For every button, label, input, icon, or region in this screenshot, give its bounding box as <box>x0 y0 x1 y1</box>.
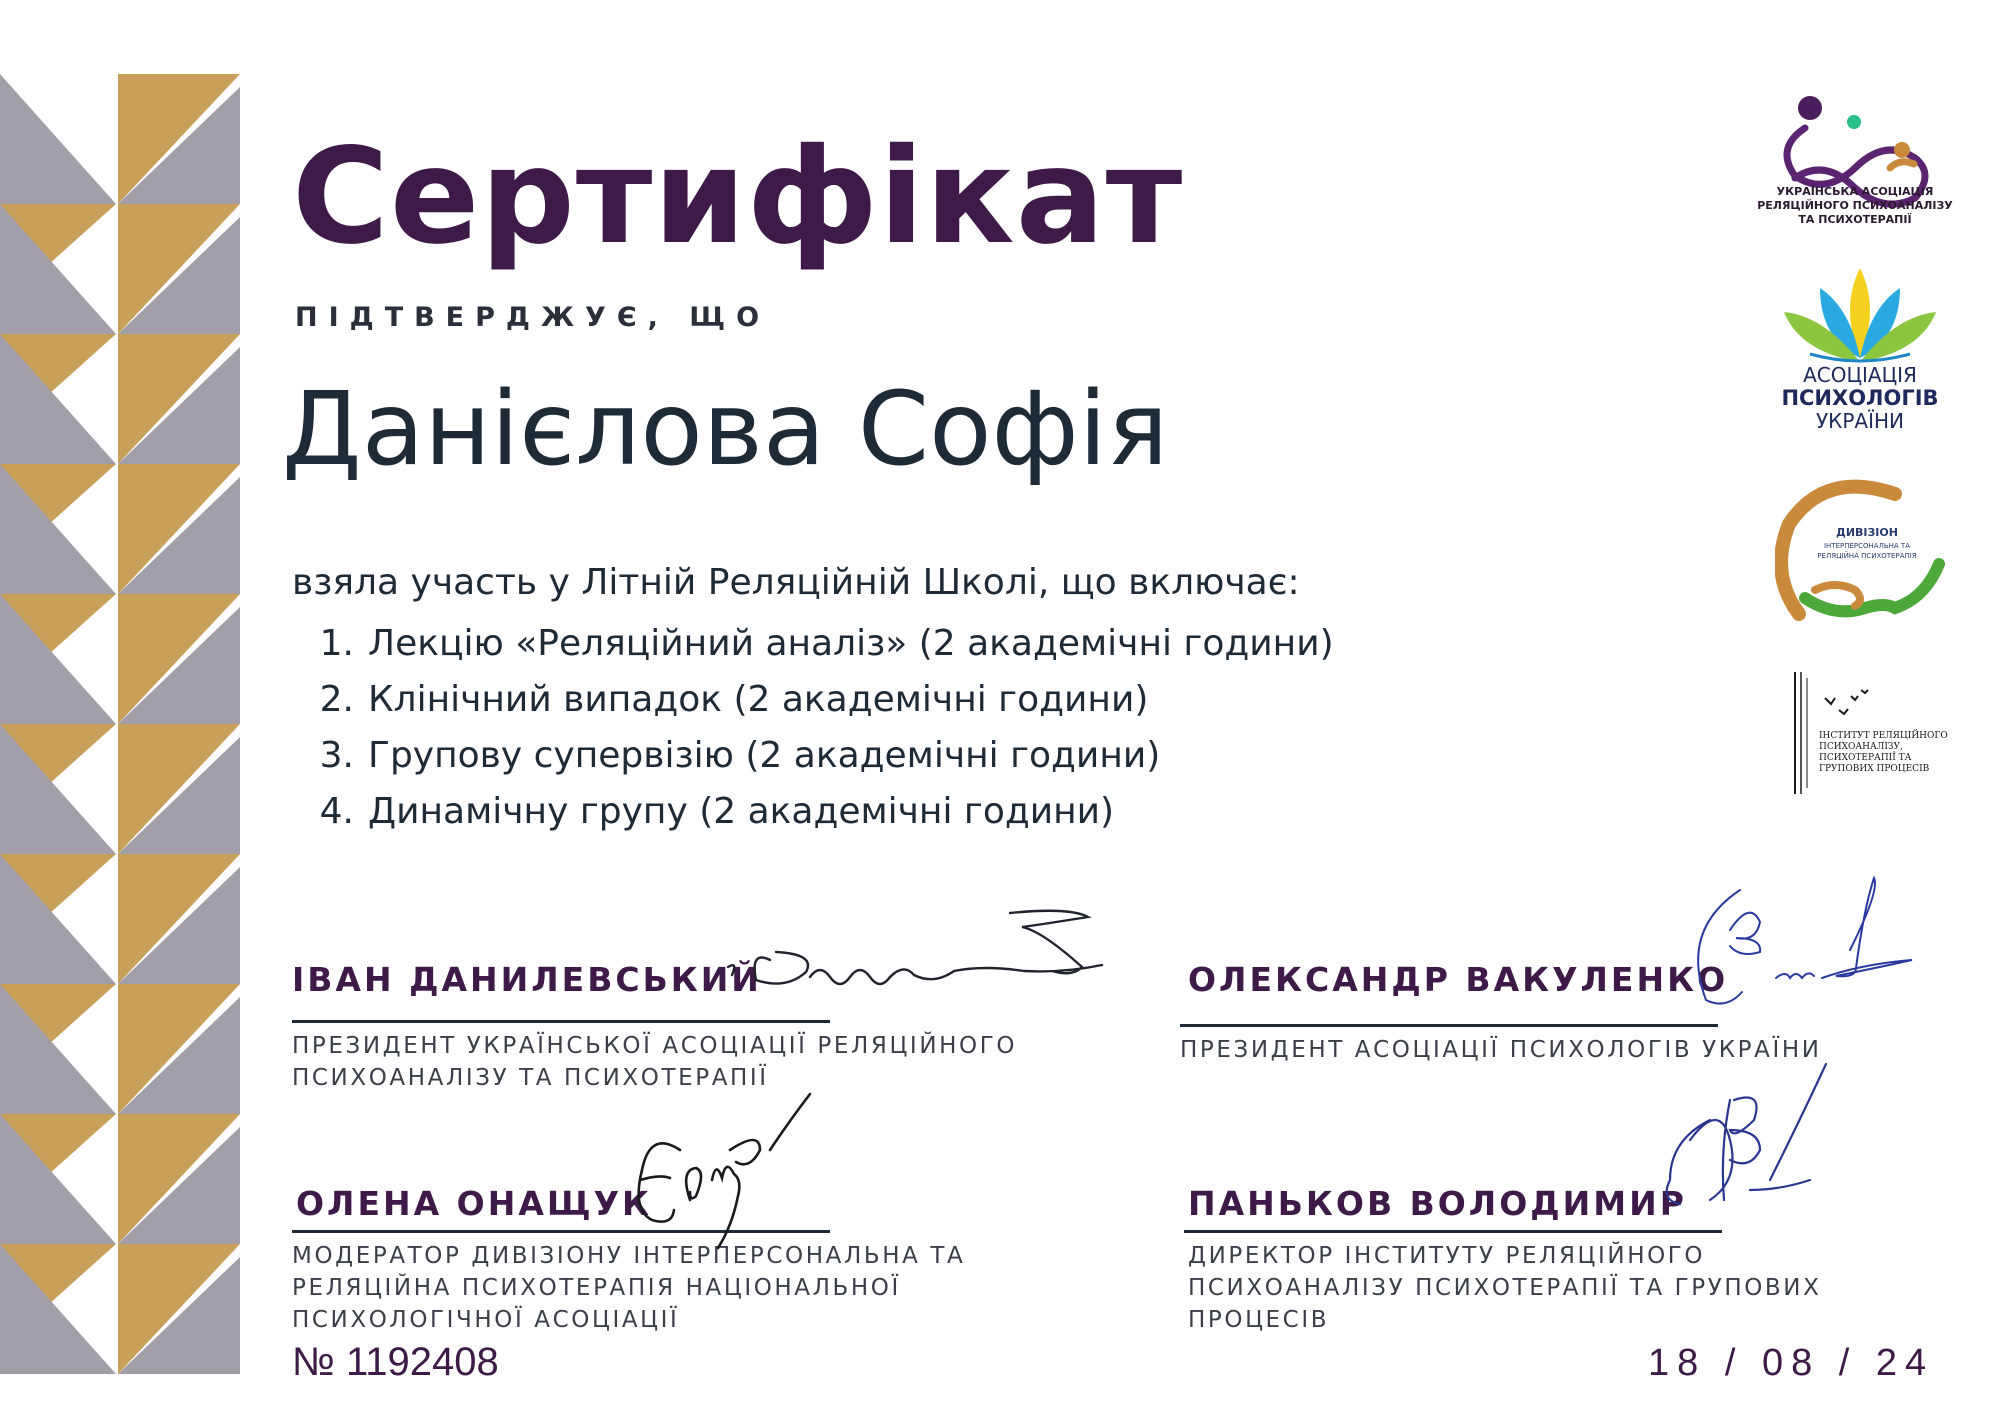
role-line: ПСИХОЛОГІЧНОЇ АСОЦІАЦІЇ <box>292 1307 680 1333</box>
certificate-date: 18 / 08 / 24 <box>1648 1342 1935 1384</box>
item-number: 3. <box>319 735 354 776</box>
logo-text-line: ГРУПОВИХ ПРОЦЕСІВ <box>1819 764 1930 774</box>
item-number: 2. <box>319 679 354 720</box>
participation-intro: взяла участь у Літній Реляційній Школі, що включає: <box>292 562 1300 603</box>
signer-block <box>1188 960 1728 999</box>
logo-text-line: РЕЛЯЦІЙНОГО ПСИХОАНАЛІЗУ <box>1757 199 1953 212</box>
logo-text-line: УКРАЇНИ <box>1815 409 1905 433</box>
list-item <box>292 728 1334 784</box>
lotus-icon <box>1784 268 1936 362</box>
program-list <box>292 616 1334 840</box>
signature-line <box>292 1020 830 1023</box>
logo-text-line: РЕЛЯЦІЙНА ПСИХОТЕРАПІЯ <box>1817 552 1917 560</box>
logo-text-line: ПСИХОТЕРАПІЇ ТА <box>1819 753 1912 763</box>
item-text: Групову супервізію (2 академічні години) <box>368 735 1161 776</box>
role-line: ДИРЕКТОР ІНСТИТУТУ РЕЛЯЦІЙНОГО <box>1188 1243 1706 1269</box>
logo-text-line: ІНТЕРПЕРСОНАЛЬНА ТА <box>1823 542 1911 550</box>
signature-olena <box>620 1090 840 1260</box>
item-number: 4. <box>319 791 354 832</box>
signature-oleksandr <box>1680 870 1950 1030</box>
role-line: РЕЛЯЦІЙНА ПСИХОТЕРАПІЯ НАЦІОНАЛЬНОЇ <box>292 1275 901 1301</box>
logo-text-line: ДИВІЗІОН <box>1836 526 1898 539</box>
list-item <box>292 784 1334 840</box>
signer-name: ОЛЕКСАНДР ВАКУЛЕНКО <box>1188 960 1729 999</box>
role-line: ПСИХОАНАЛІЗУ ПСИХОТЕРАПІЇ ТА ГРУПОВИХ <box>1188 1275 1822 1301</box>
logo-text-line: ПСИХОАНАЛІЗУ, <box>1819 742 1903 752</box>
list-item <box>292 616 1334 672</box>
item-text: Лекцію «Реляційний аналіз» (2 академічні години) <box>368 623 1334 664</box>
logo-institute <box>1785 668 1965 798</box>
item-text: Динамічну групу (2 академічні години) <box>368 791 1115 832</box>
certificate-title: Сертифікат <box>292 120 1184 274</box>
role-line: ПРОЦЕСІВ <box>1188 1307 1330 1333</box>
role-line: МОДЕРАТОР ДИВІЗІОНУ ІНТЕРПЕРСОНАЛЬНА ТА <box>292 1243 966 1269</box>
signer-block <box>292 960 762 999</box>
signer-name: ПАНЬКОВ ВОЛОДИМИР <box>1188 1184 1687 1223</box>
confirms-label: ПІДТВЕРДЖУЄ, ЩО <box>295 302 771 333</box>
signer-role <box>292 1030 1017 1094</box>
signer-name: ОЛЕНА ОНАЩУК <box>296 1184 653 1223</box>
recipient-name: Данієлова Софія <box>282 370 1169 489</box>
logo-text-line: ІНСТИТУТ РЕЛЯЦІЙНОГО <box>1819 731 1948 741</box>
role-line: ПРЕЗИДЕНТ АСОЦІАЦІЇ ПСИХОЛОГІВ УКРАЇНИ <box>1180 1037 1822 1063</box>
signer-name: ІВАН ДАНИЛЕВСЬКИЙ <box>292 960 762 999</box>
birds-icon <box>1825 690 1868 714</box>
logo-psychologists-association <box>1780 258 1940 438</box>
decorative-chevron-strip <box>0 74 240 1374</box>
chevron-triangle <box>0 74 116 204</box>
logo-text-line: ТА ПСИХОТЕРАПІЇ <box>1798 213 1912 226</box>
logo-division <box>1775 478 1945 638</box>
handshake-icon <box>1781 487 1939 614</box>
logo-relational-psychoanalysis <box>1750 88 1960 238</box>
logo-text-line: ПСИХОЛОГІВ <box>1781 386 1939 410</box>
item-number: 1. <box>319 623 354 664</box>
certificate-number: № 1192408 <box>292 1340 499 1384</box>
signature-pankov <box>1650 1060 1840 1230</box>
logo-text-line: УКРАЇНСЬКА АСОЦІАЦІЯ <box>1776 185 1934 198</box>
item-text: Клінічний випадок (2 академічні години) <box>368 679 1149 720</box>
signature-ivan <box>720 905 1130 1015</box>
signer-block <box>1188 1184 1687 1223</box>
signature-line <box>1180 1024 1718 1027</box>
logo-text-line: АСОЦІАЦІЯ <box>1803 363 1917 387</box>
signer-block <box>296 1184 652 1223</box>
signer-role <box>1188 1240 1821 1336</box>
role-line: ПСИХОАНАЛІЗУ ТА ПСИХОТЕРАПІЇ <box>292 1065 769 1091</box>
list-item <box>292 672 1334 728</box>
signature-line <box>1184 1230 1722 1233</box>
role-line: ПРЕЗИДЕНТ УКРАЇНСЬКОЇ АСОЦІАЦІЇ РЕЛЯЦІЙНОГО <box>292 1033 1018 1059</box>
